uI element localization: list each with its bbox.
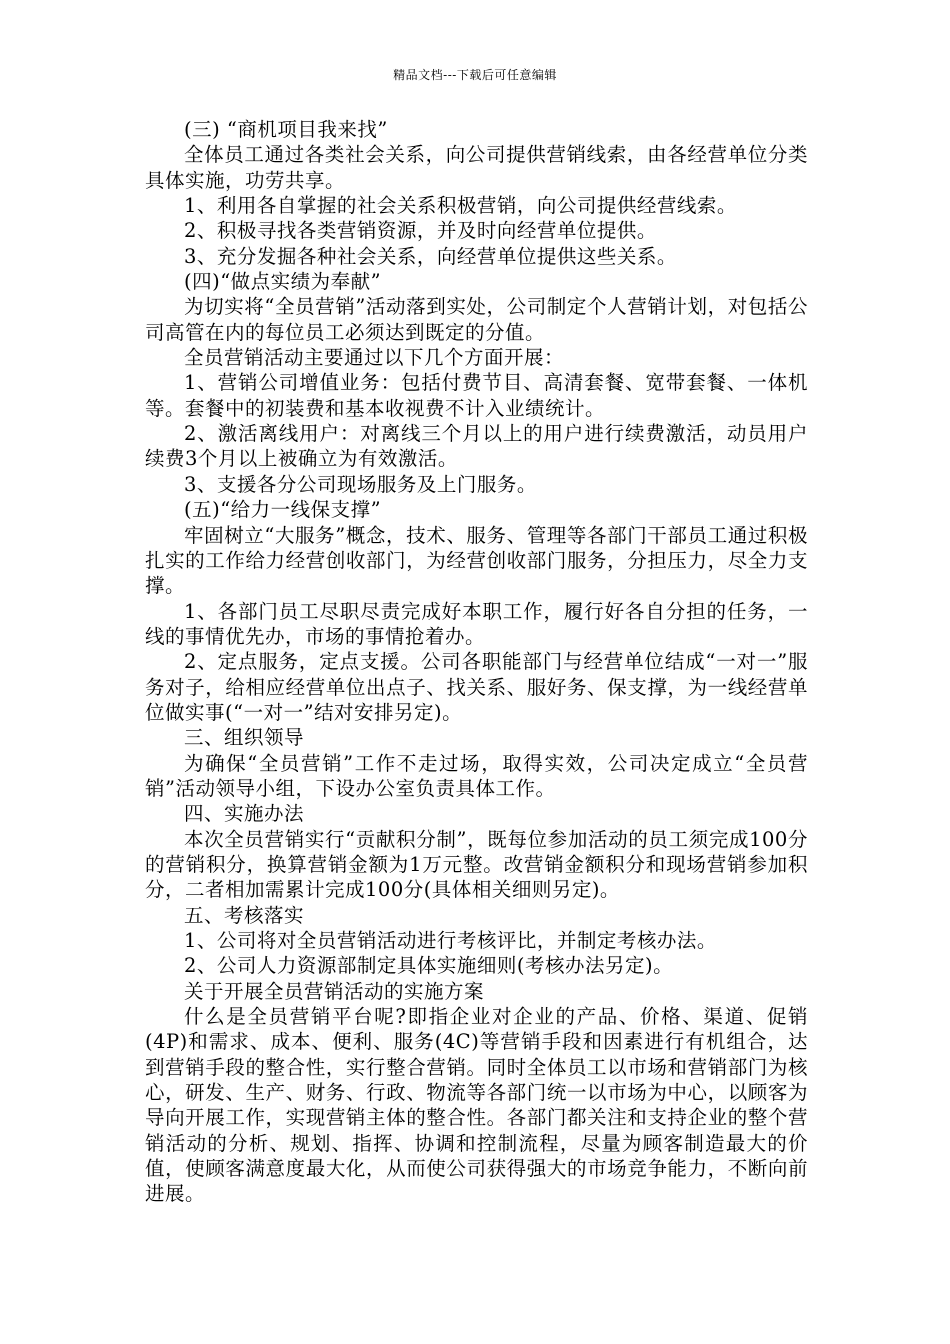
list-item: 2、激活离线用户：对离线三个月以上的用户进行续费激活，动员用户续费3个月以上被确立为有效激活。 <box>145 422 808 471</box>
section-heading-implementation: 四、实施办法 <box>184 802 305 826</box>
paragraph: 什么是全员营销平台呢?即指企业对企业的产品、价格、渠道、促销(4P)和需求、成本、便利、服务(4C)等营销手段和因素进行有机组合，达到营销手段的整合性，实行整合营销。同时全体员工以市场和营销部门为核心，研发、生产、财务、行政、物流等各部门统一以市场为中心，以顾客为导向开展工作，实现营销主体的整合性。各部门都关注和支持企业的整个营销活动的分析、规划、指挥、协调和控制流程，尽量为顾客制造最大的价值，使顾客满意度最大化，从而使公司获得强大的市场竞争能力，不断向前进展。 <box>145 1005 808 1206</box>
section-heading-assessment: 五、考核落实 <box>184 903 305 927</box>
section-heading-4: (四)“做点实绩为奉献” <box>184 270 382 294</box>
section-heading-5: (五)“给力一线保支撑” <box>184 498 382 522</box>
list-item: 2、积极寻找各类营销资源，并及时向经营单位提供。 <box>184 219 657 243</box>
list-item: 1、利用各自掌握的社会关系积极营销，向公司提供经营线索。 <box>184 194 737 218</box>
document-subtitle: 关于开展全员营销活动的实施方案 <box>184 979 485 1003</box>
paragraph: 为确保“全员营销”工作不走过场，取得实效，公司决定成立“全员营销”活动领导小组，下设办公室负责具体工作。 <box>145 751 808 800</box>
section-heading-3: (三) “商机项目我来找” <box>184 118 388 141</box>
page-header: 精品文档---下载后可任意编辑 <box>393 68 557 82</box>
list-item: 1、公司将对全员营销活动进行考核评比，并制定考核办法。 <box>184 929 717 952</box>
paragraph: 为切实将“全员营销”活动落到实处，公司制定个人营销计划，对包括公司高管在内的每位员工必须达到既定的分值。 <box>145 295 808 344</box>
paragraph: 本次全员营销实行“贡献积分制”，既每位参加活动的员工须完成100分的营销积分，换算营销金额为1万元整。改营销金额积分和现场营销参加积分，二者相加需累计完成100分(具体相关细则另定)。 <box>145 827 808 902</box>
list-item: 3、充分发掘各种社会关系，向经营单位提供这些关系。 <box>184 244 677 268</box>
paragraph: 全员营销活动主要通过以下几个方面开展： <box>184 346 565 370</box>
list-item: 3、支援各分公司现场服务及上门服务。 <box>184 472 537 496</box>
list-item: 2、定点服务，定点支援。公司各职能部门与经营单位结成“一对一”服务对子，给相应经营单位出点子、找关系、服好务、保支撑，为一线经营单位做实事(“一对一”结对安排另定)。 <box>145 650 808 724</box>
paragraph: 全体员工通过各类社会关系，向公司提供营销线索，由各经营单位分类具体实施，功劳共享。 <box>145 143 808 192</box>
paragraph: 牢固树立“大服务”概念，技术、服务、管理等各部门干部员工通过积极扎实的工作给力经营创收部门，为经营创收部门服务，分担压力，尽全力支撑。 <box>145 523 808 598</box>
list-item: 1、各部门员工尽职尽责完成好本职工作，履行好各自分担的任务，一线的事情优先办，市场的事情抢着办。 <box>145 599 808 648</box>
section-heading-organization: 三、组织领导 <box>184 726 305 750</box>
document-body <box>145 117 808 1207</box>
list-item: 2、公司人力资源部制定具体实施细则(考核办法另定)。 <box>184 954 674 978</box>
list-item: 1、营销公司增值业务：包括付费节目、高清套餐、宽带套餐、一体机等。套餐中的初装费和基本收视费不计入业绩统计。 <box>145 371 808 420</box>
